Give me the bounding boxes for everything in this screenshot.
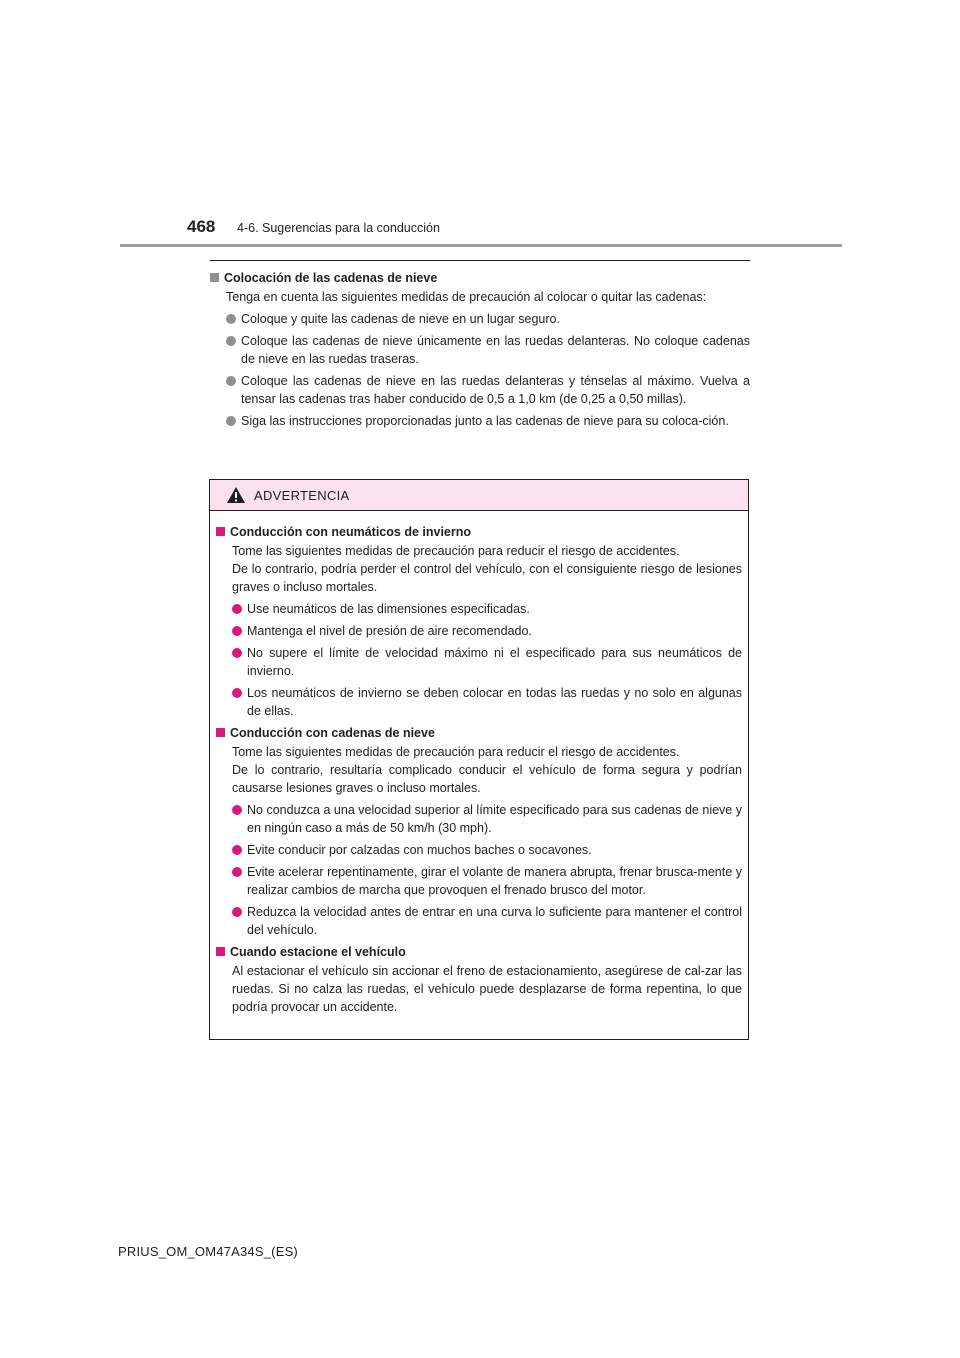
list-item: Reduzca la velocidad antes de entrar en una curva lo suficiente para mantener el control del vehículo. <box>216 903 742 939</box>
list-item: Use neumáticos de las dimensiones especificadas. <box>216 600 742 618</box>
circle-bullet-icon <box>226 314 236 324</box>
warning-heading: Conducción con cadenas de nieve <box>216 724 742 742</box>
snow-chains-section <box>210 260 750 434</box>
circle-bullet-icon <box>232 604 242 614</box>
warning-paragraph: Al estacionar el vehículo sin accionar el freno de estacionamiento, asegúrese de cal-zar las ruedas. Si no calza las ruedas, el vehículo puede desplazarse de forma repentina, lo que podría provocar un accidente. <box>232 964 742 1014</box>
warning-triangle-icon <box>226 486 246 504</box>
warning-header <box>210 480 748 511</box>
circle-bullet-icon <box>226 336 236 346</box>
warning-heading: Cuando estacione el vehículo <box>216 943 742 961</box>
list-item: Evite acelerar repentinamente, girar el volante de manera abrupta, frenar brusca-mente y realizar cambios de marcha que provoquen el frenado brusco del motor. <box>216 863 742 899</box>
page-header <box>187 217 440 237</box>
warning-paragraph: De lo contrario, resultaría complicado conducir el vehículo de forma segura y podrían causarse lesiones graves o incluso mortales. <box>232 763 742 795</box>
warning-body <box>210 511 748 1016</box>
circle-bullet-icon <box>232 867 242 877</box>
heading-text: Colocación de las cadenas de nieve <box>224 271 438 285</box>
list-item: Evite conducir por calzadas con muchos baches o socavones. <box>216 841 742 859</box>
document-code: PRIUS_OM_OM47A34S_(ES) <box>118 1244 298 1259</box>
circle-bullet-icon <box>232 907 242 917</box>
list-item: Siga las instrucciones proporcionadas junto a las cadenas de nieve para su coloca-ción. <box>210 412 750 430</box>
list-item: Coloque y quite las cadenas de nieve en un lugar seguro. <box>210 310 750 328</box>
list-item: Coloque las cadenas de nieve únicamente en las ruedas delanteras. No coloque cadenas de nieve en las ruedas traseras. <box>210 332 750 368</box>
warning-paragraph: Tome las siguientes medidas de precaución para reducir el riesgo de accidentes. <box>232 544 680 558</box>
list-item: No supere el límite de velocidad máximo ni el especificado para sus neumáticos de invierno. <box>216 644 742 680</box>
list-item: Los neumáticos de invierno se deben colocar en todas las ruedas y no solo en algunas de ellas. <box>216 684 742 720</box>
warning-paragraph: De lo contrario, podría perder el control del vehículo, con el consiguiente riesgo de lesiones graves o incluso mortales. <box>232 562 742 594</box>
circle-bullet-icon <box>232 648 242 658</box>
intro-paragraph: Tenga en cuenta las siguientes medidas de precaución al colocar o quitar las cadenas: <box>226 290 707 304</box>
page-number: 468 <box>187 217 216 236</box>
list-item: Mantenga el nivel de presión de aire recomendado. <box>216 622 742 640</box>
warning-heading: Conducción con neumáticos de invierno <box>216 523 742 541</box>
section-divider <box>210 260 750 261</box>
circle-bullet-icon <box>232 688 242 698</box>
circle-bullet-icon <box>232 805 242 815</box>
square-bullet-icon <box>216 728 225 737</box>
warning-paragraph: Tome las siguientes medidas de precaución para reducir el riesgo de accidentes. <box>232 745 680 759</box>
section-heading <box>210 269 750 287</box>
header-divider <box>120 244 842 247</box>
circle-bullet-icon <box>226 376 236 386</box>
warning-label: ADVERTENCIA <box>254 487 350 503</box>
list-item: Coloque las cadenas de nieve en las ruedas delanteras y ténselas al máximo. Vuelva a tensar las cadenas tras haber conducido de 0,5 a 1,0 km (de 0,25 a 0,50 millas). <box>210 372 750 408</box>
circle-bullet-icon <box>232 626 242 636</box>
list-item: No conduzca a una velocidad superior al límite especificado para sus cadenas de nieve y en ningún caso a más de 50 km/h (30 mph). <box>216 801 742 837</box>
square-bullet-icon <box>216 527 225 536</box>
circle-bullet-icon <box>226 416 236 426</box>
square-bullet-icon <box>210 273 219 282</box>
square-bullet-icon <box>216 947 225 956</box>
section-title: 4-6. Sugerencias para la conducción <box>237 221 440 235</box>
warning-box <box>209 479 749 1040</box>
circle-bullet-icon <box>232 845 242 855</box>
